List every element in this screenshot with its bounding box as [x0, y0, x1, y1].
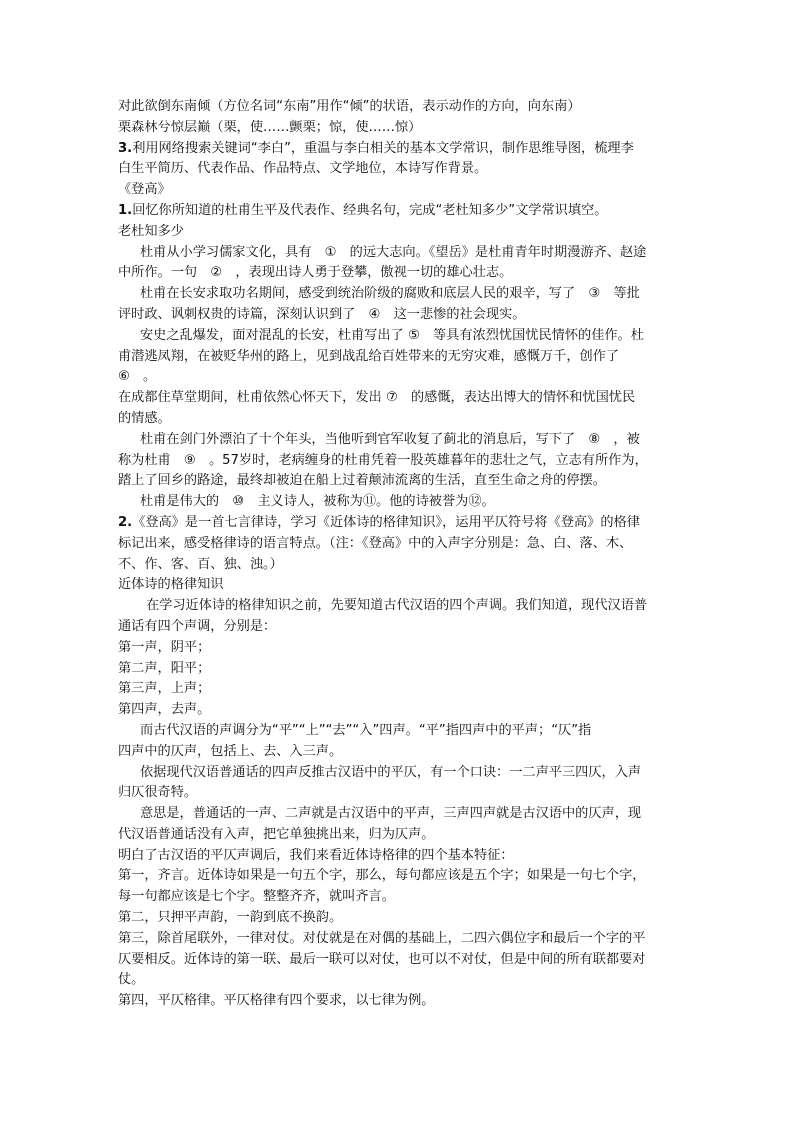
line-text: 不、作、客、百、独、浊。）	[118, 556, 283, 572]
line-text: 通话有四个声调，分别是：	[118, 618, 277, 634]
text-line	[118, 846, 680, 867]
text-line	[118, 409, 680, 430]
text-line	[118, 783, 680, 804]
line-text: 利用网络搜索关键词“李白”，重温与李白相关的基本文学常识，制作思维导图，梳理李	[132, 140, 634, 156]
text-line	[118, 305, 680, 326]
document-page	[118, 97, 680, 1012]
text-line	[118, 596, 680, 617]
line-text: 白生平简历、代表作品、作品特点、文学地位，本诗写作背景。	[118, 161, 488, 177]
line-text: ⑥ 。	[118, 369, 157, 385]
line-text: 踏上了回乡的路途，最终却被迫在船上过着颠沛流离的生活，直至生命之舟的停摆。	[118, 473, 606, 489]
text-line	[118, 575, 680, 596]
line-text: 第二，只押平声韵，一韵到底不换韵。	[118, 910, 343, 926]
line-text: 第三声，上声；	[118, 681, 211, 697]
line-text: 依据现代汉语普通话的四声反推古汉语中的平仄，有一个口诀：一二声平三四仄，入声	[140, 764, 642, 780]
text-line	[118, 970, 680, 991]
text-line	[118, 513, 680, 534]
text-line	[118, 471, 680, 492]
line-text: 近体诗的格律知识	[118, 577, 224, 593]
text-line	[118, 367, 680, 388]
text-line	[118, 991, 680, 1012]
text-line	[118, 866, 680, 887]
line-text: 标记出来，感受格律诗的语言特点。（注：《登高》中的入声字分别是：急、白、落、木、	[118, 535, 633, 551]
text-line	[118, 908, 680, 929]
item-number: 1.	[118, 202, 133, 218]
line-text: 第二声，阳平；	[118, 660, 211, 676]
line-text: 评时政、讽刺权贵的诗篇，深刻认识到了 ④ 这一悲惨的社会现实。	[118, 306, 526, 322]
line-text: 明白了古汉语的平仄声调后，我们来看近体诗格律的四个基本特征：	[118, 847, 514, 863]
line-text: 意思是，普通话的一声、二声就是古汉语中的平声，三声四声就是古汉语中的仄声，现	[140, 806, 642, 822]
item-number: 2.	[118, 514, 133, 530]
line-text: 中所作。一句 ② ，表现出诗人勇于登攀，傲视一切的雄心壮志。	[118, 265, 513, 281]
line-text: 在成都住草堂期间，杜甫依然心怀天下，发出 ⑦ 的感慨，表达出博大的情怀和忧国忧民	[118, 390, 636, 406]
text-line	[118, 638, 680, 659]
text-line	[118, 347, 680, 368]
text-line	[118, 222, 680, 243]
text-line	[118, 929, 680, 950]
line-text: 第一，齐言。近体诗如果是一句五个字，那么，每句都应该是五个字；如果是一句七个字，	[118, 868, 646, 884]
line-text: 仄要相反。近体诗的第一联、最后一联可以对仗，也可以不对仗，但是中间的所有联都要对	[118, 951, 646, 967]
text-line	[118, 326, 680, 347]
text-line	[118, 492, 680, 513]
line-text: 老杜知多少	[118, 223, 184, 239]
text-line	[118, 534, 680, 555]
line-text: 《登高》是一首七言律诗，学习《近体诗的格律知识》，运用平仄符号将《登高》的格律	[132, 514, 640, 530]
line-text: 安史之乱爆发，面对混乱的长安，杜甫写出了 ⑤ 等具有浓烈忧国忧民情怀的佳作。杜	[140, 327, 644, 343]
line-text: 称为杜甫 ⑨ 。57岁时，老病缠身的杜甫凭着一股英雄暮年的悲壮之气，立志有所作为，	[118, 452, 648, 468]
line-text: 第三，除首尾联外，一律对仗。对仗就是在对偶的基础上，二四六偶位字和最后一个字的平	[118, 930, 646, 946]
line-text: 每一句都应该是七个字。整整齐齐，就叫齐言。	[118, 889, 395, 905]
text-line	[118, 139, 680, 160]
line-text: 对此欲倒东南倾（方位名词“东南”用作“倾”的状语，表示动作的方向，向东南）	[118, 99, 581, 114]
text-line	[118, 97, 680, 118]
line-text: 杜甫在长安求取功名期间，感受到统治阶级的腐败和底层人民的艰辛，写了 ③ 等批	[140, 286, 640, 302]
line-text: 第四声，去声。	[118, 702, 211, 718]
text-line	[118, 950, 680, 971]
text-line	[118, 763, 680, 784]
line-text: 《登高》	[118, 182, 171, 198]
text-line	[118, 825, 680, 846]
text-line	[118, 721, 680, 742]
text-line	[118, 201, 680, 222]
line-text: 代汉语普通话没有入声，把它单独挑出来，归为仄声。	[118, 826, 435, 842]
line-text: 第一声，阴平；	[118, 639, 211, 655]
text-line	[118, 617, 680, 638]
line-text: 第四，平仄格律。平仄格律有四个要求，以七律为例。	[118, 993, 435, 1009]
line-text: 四声中的仄声，包括上、去、入三声。	[118, 743, 343, 759]
line-text: 甫潜逃凤翔，在被贬华州的路上，见到战乱给百姓带来的无穷灾难，感慨万千，创作了	[118, 348, 620, 364]
text-line	[118, 118, 680, 139]
line-text: 栗森林兮惊层巅（栗，使……颤栗；惊，使……惊）	[118, 119, 422, 135]
line-text: 而古代汉语的声调分为“平”“上”“去”“入”四声。“平”指四声中的平声；“仄”指	[140, 722, 592, 738]
text-line	[118, 700, 680, 721]
text-line	[118, 659, 680, 680]
text-line	[118, 804, 680, 825]
text-line	[118, 243, 680, 264]
line-text: 归仄很奇特。	[118, 785, 198, 801]
text-line	[118, 180, 680, 201]
line-text: 杜甫在剑门外漂泊了十个年头，当他听到官军收复了蓟北的消息后，写下了 ⑧ ，被	[140, 431, 640, 447]
item-number: 3.	[118, 140, 133, 156]
line-text: 的情感。	[118, 410, 171, 426]
text-line	[118, 263, 680, 284]
text-line	[118, 679, 680, 700]
line-text: 仗。	[118, 972, 145, 988]
line-text: 杜甫是伟大的 ⑩ 主义诗人，被称为⑪。他的诗被誉为⑫。	[140, 494, 495, 510]
text-line	[118, 451, 680, 472]
text-line	[118, 430, 680, 451]
text-line	[118, 284, 680, 305]
text-line	[118, 388, 680, 409]
text-line	[118, 555, 680, 576]
text-line	[118, 742, 680, 763]
line-text: 杜甫从小学习儒家文化，具有 ① 的远大志向。《望岳》是杜甫青年时期漫游齐、赵途	[140, 244, 647, 260]
line-text: 回忆你所知道的杜甫生平及代表作、经典名句，完成“老杜知多少”文学常识填空。	[132, 202, 608, 218]
text-line	[118, 159, 680, 180]
line-text: 在学习近体诗的格律知识之前，先要知道古代汉语的四个声调。我们知道，现代汉语普	[146, 598, 648, 614]
text-line	[118, 887, 680, 908]
